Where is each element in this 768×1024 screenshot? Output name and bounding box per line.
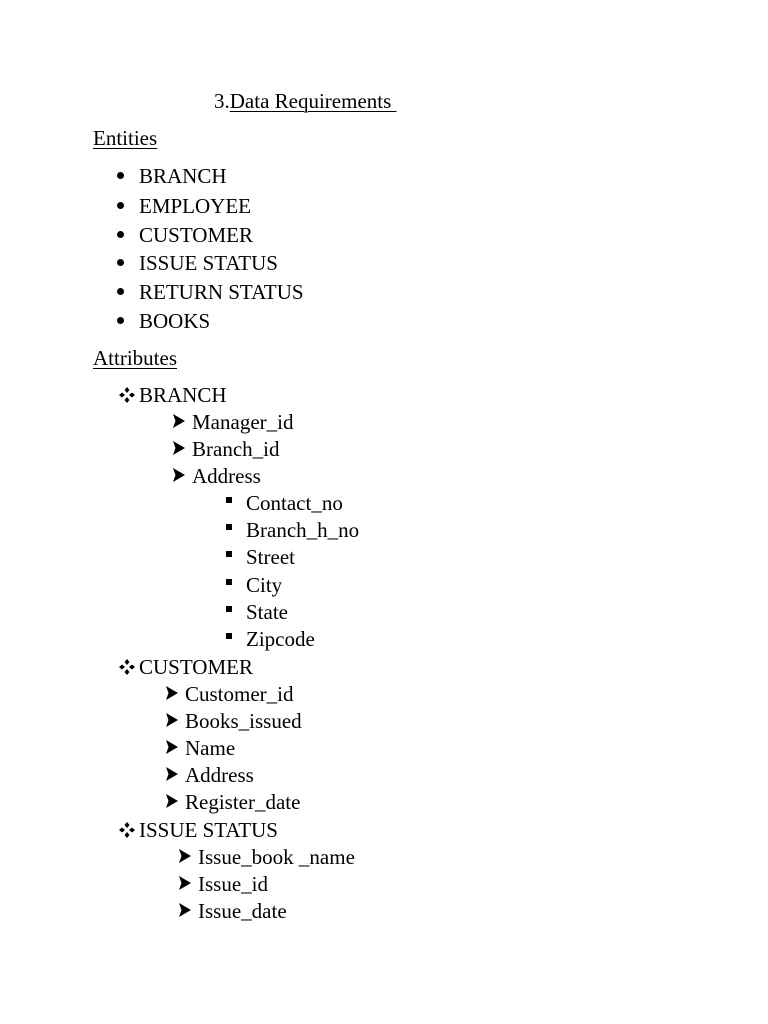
square-bullet-icon	[226, 579, 232, 585]
issue-status-attribute: Issue_id	[198, 872, 268, 896]
address-attribute: City	[246, 573, 283, 597]
entity-item: CUSTOMER	[139, 223, 253, 247]
customer-attribute: Books_issued	[185, 709, 302, 733]
section-heading	[214, 91, 397, 112]
attribute-group-branch: BRANCH	[139, 383, 227, 407]
attribute-group-issue-status: ISSUE STATUS	[139, 818, 278, 842]
arrow-bullet-icon	[166, 713, 178, 727]
arrow-bullet-icon	[166, 767, 178, 781]
branch-attribute: Manager_id	[192, 410, 294, 434]
bullet-icon	[117, 288, 124, 295]
issue-status-attribute: Issue_book _name	[198, 845, 355, 869]
address-attribute: Contact_no	[246, 491, 343, 515]
entity-item: BRANCH	[139, 164, 227, 188]
bullet-icon	[117, 259, 124, 266]
customer-attribute: Customer_id	[185, 682, 294, 706]
arrow-bullet-icon	[166, 740, 178, 754]
branch-attribute: Branch_id	[192, 437, 280, 461]
bullet-icon	[117, 202, 124, 209]
bullet-icon	[117, 172, 124, 179]
arrow-bullet-icon	[179, 903, 191, 917]
address-attribute: State	[246, 600, 288, 624]
address-attribute: Branch_h_no	[246, 518, 360, 542]
square-bullet-icon	[226, 551, 232, 557]
entities-label: Entities	[93, 126, 158, 150]
customer-attribute: Name	[185, 736, 236, 760]
arrow-bullet-icon	[179, 849, 191, 863]
section-title: Data Requirements	[229, 89, 397, 113]
four-diamond-bullet-icon	[119, 387, 135, 403]
issue-status-attribute: Issue_date	[198, 899, 287, 923]
arrow-bullet-icon	[173, 414, 185, 428]
arrow-bullet-icon	[173, 441, 185, 455]
arrow-bullet-icon	[179, 876, 191, 890]
square-bullet-icon	[226, 497, 232, 503]
arrow-bullet-icon	[173, 468, 185, 482]
address-attribute: Street	[246, 545, 295, 569]
bullet-icon	[117, 317, 124, 324]
customer-attribute: Register_date	[185, 790, 301, 814]
entity-item: BOOKS	[139, 309, 211, 333]
arrow-bullet-icon	[166, 794, 178, 808]
arrow-bullet-icon	[166, 686, 178, 700]
section-number: 3.	[214, 89, 230, 113]
four-diamond-bullet-icon	[119, 659, 135, 675]
entity-item: ISSUE STATUS	[139, 251, 278, 275]
square-bullet-icon	[226, 524, 232, 530]
customer-attribute: Address	[185, 763, 254, 787]
square-bullet-icon	[226, 606, 232, 612]
entity-item: EMPLOYEE	[139, 194, 251, 218]
attribute-group-customer: CUSTOMER	[139, 655, 253, 679]
branch-attribute: Address	[192, 464, 261, 488]
four-diamond-bullet-icon	[119, 822, 135, 838]
bullet-icon	[117, 231, 124, 238]
attributes-label: Attributes	[93, 346, 177, 370]
square-bullet-icon	[226, 633, 232, 639]
entity-item: RETURN STATUS	[139, 280, 304, 304]
address-attribute: Zipcode	[246, 627, 315, 651]
